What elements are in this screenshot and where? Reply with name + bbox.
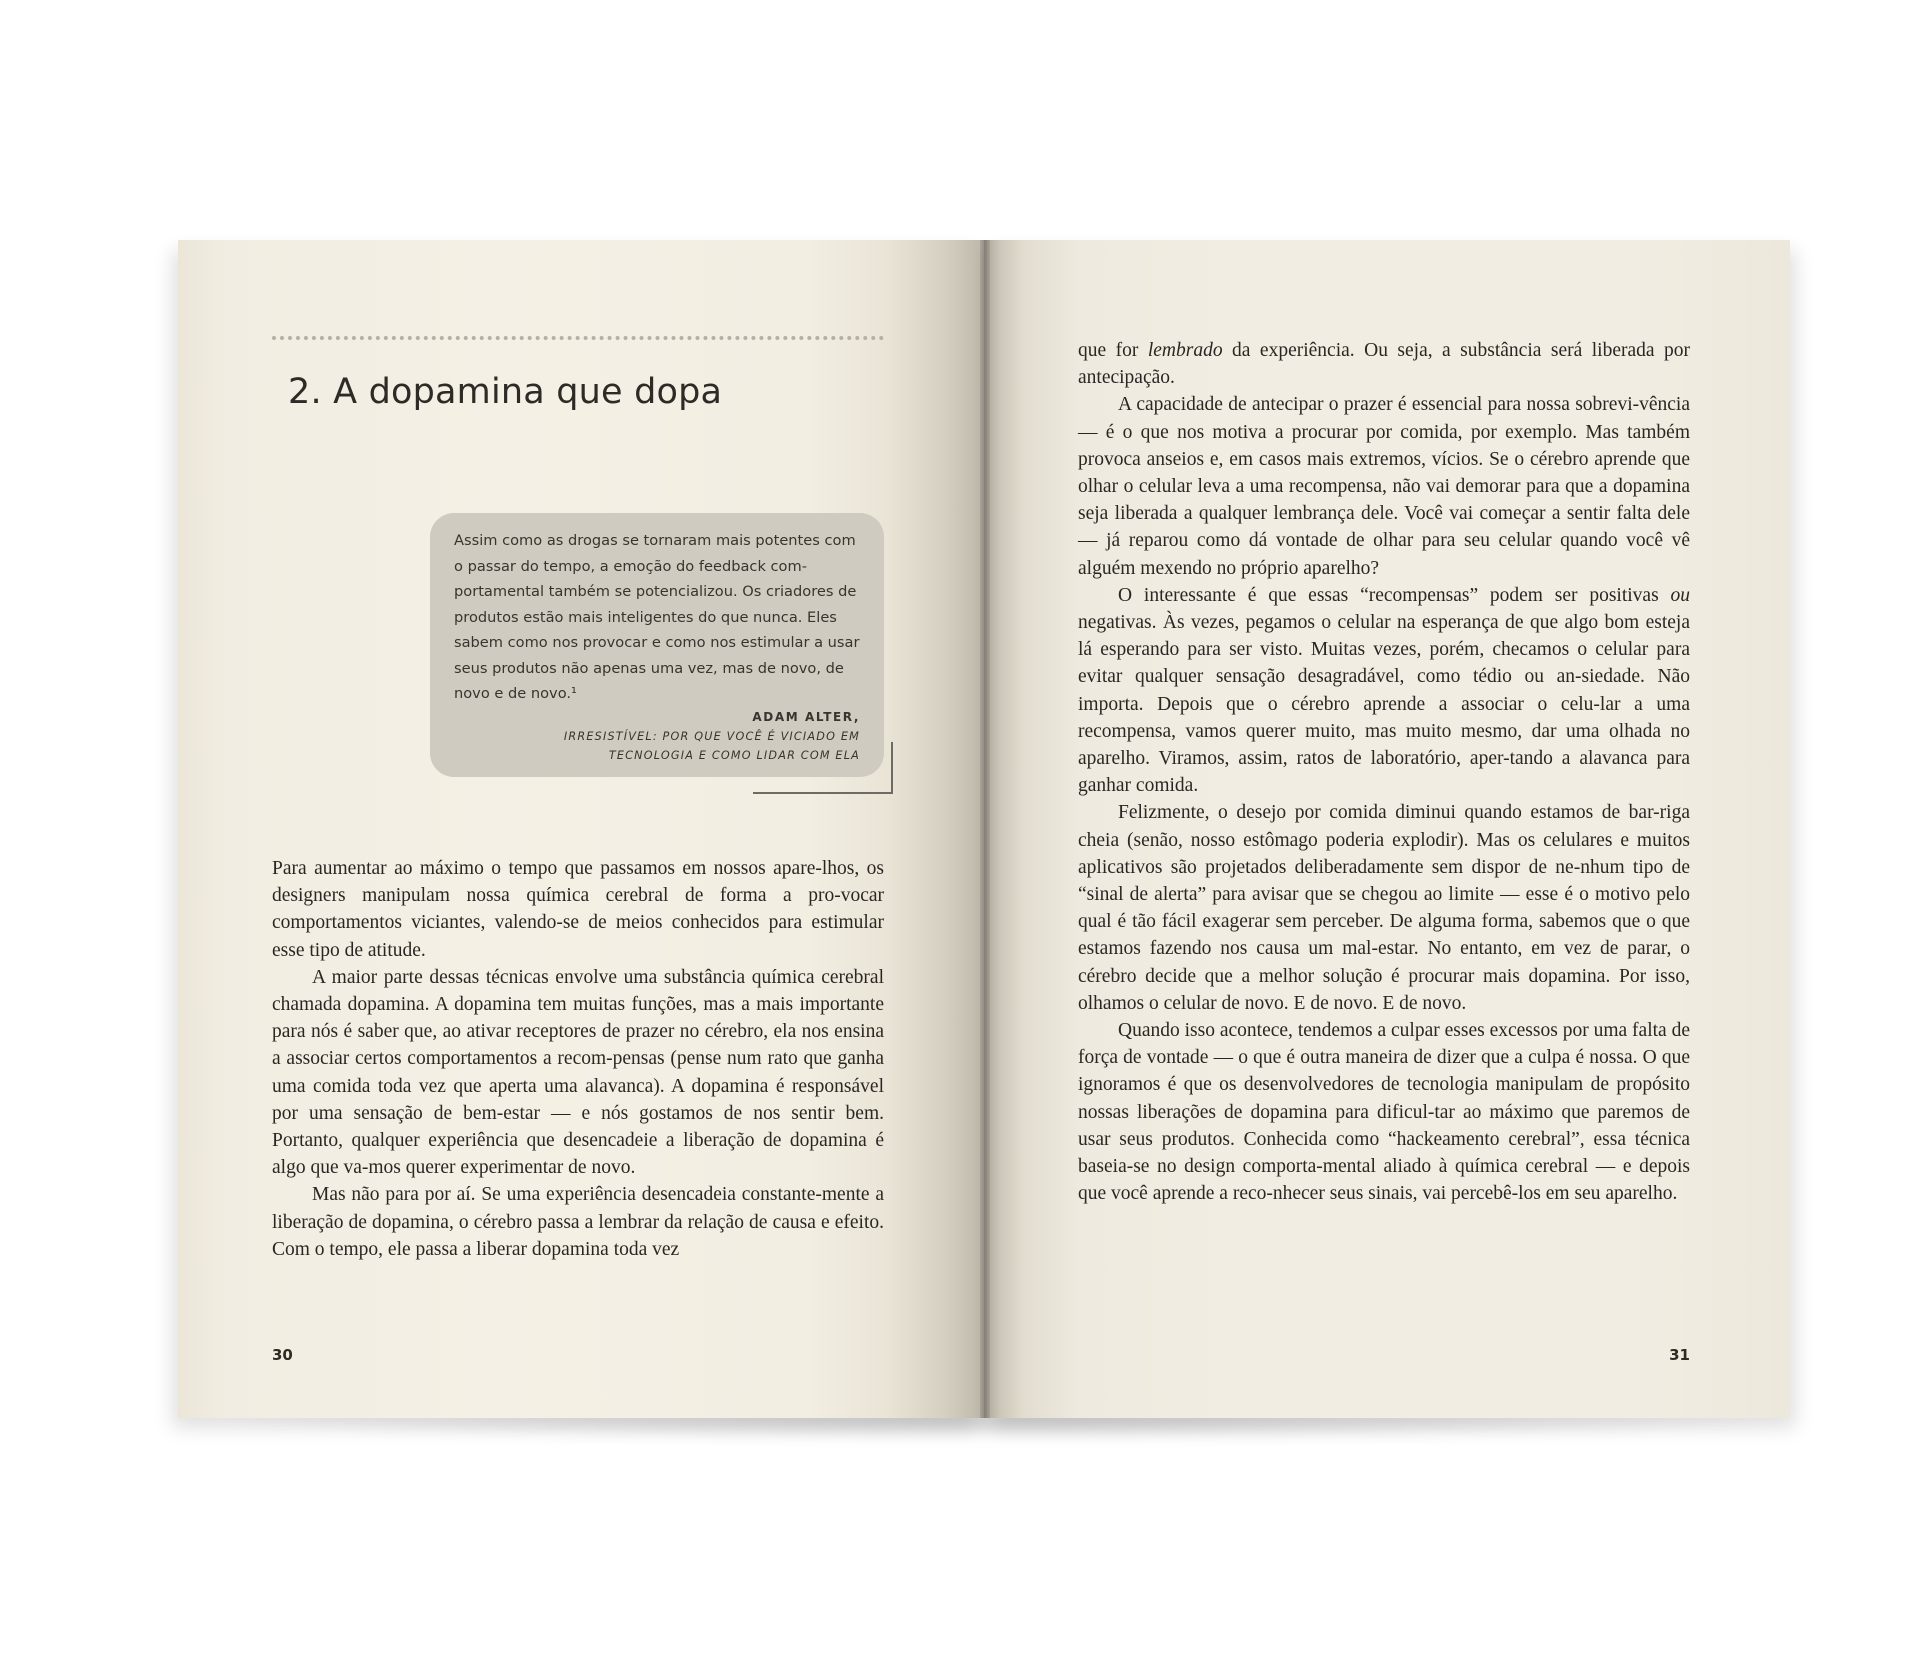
text-run: que for	[1078, 340, 1148, 361]
epigraph-source-line1: IRRESISTÍVEL: POR QUE VOCÊ É VICIADO EM	[563, 729, 860, 743]
text-run: negativas. Às vezes, pegamos o celular na esperança de que algo bom esteja lá esperando para ser visto. Muitas vezes, porém, checamos o celular para evitar qualquer sensação desagradável, como tédio ou an-siedade. Não importa. Depois que o cérebro aprende a associar o celu-lar a uma recompensa, vamos querer muito, mas muito mesmo, dar uma olhada no aparelho. Viramos, assim, ratos de laboratório, aper-tando a alavanca para ganhar comida.	[1078, 612, 1690, 797]
left-body-text	[272, 855, 884, 1263]
right-body-text	[1078, 337, 1690, 1208]
body-paragraph	[1078, 582, 1690, 800]
dotted-divider	[272, 336, 884, 340]
epigraph-quote: Assim como as drogas se tornaram mais potentes com o passar do tempo, a emoção do feedback com-portamental também se potencializou. Os criadores de produtos estão mais inteligentes do que nunca. Eles sabem como nos provocar e como nos estimular a usar seus produtos não apenas uma vez, mas de novo, de novo e de novo.¹	[454, 532, 860, 702]
body-paragraph: A capacidade de antecipar o prazer é essencial para nossa sobrevi-vência — é o que nos motiva a procurar por comida, por exemplo. Mas também provoca anseios e, em casos mais extremos, vícios. Se o cérebro aprende que olhar o celular leva a uma recompensa, não vai demorar para que a dopamina seja liberada a qualquer lembrança dele. Você vai começar a sentir falta dele — já reparou como dá vontade de olhar para seu celular quando você vê alguém mexendo no próprio aparelho?	[1078, 394, 1690, 579]
book-spine-gutter	[980, 240, 990, 1418]
left-page	[178, 240, 984, 1418]
body-paragraph: A maior parte dessas técnicas envolve uma substância química cerebral chamada dopamina. A dopamina tem muitas funções, mas a mais importante para nós é saber que, ao ativar receptores de prazer no cérebro, ela nos ensina a associar certos comportamentos a recom-pensas (pense num rato que ganha uma comida toda vez que aperta uma alavanca). A dopamina é responsável por uma sensação de bem-estar — e nós gostamos de nos sentir bem. Portanto, qualquer experiência que desencadeie a liberação de dopamina é algo que va-mos querer experimentar de novo.	[272, 966, 884, 1179]
italic-text: ou	[1670, 584, 1690, 606]
epigraph-source-line2: TECNOLOGIA E COMO LIDAR COM ELA	[608, 748, 860, 762]
chapter-title: 2. A dopamina que dopa	[288, 372, 723, 412]
epigraph-box	[430, 513, 884, 777]
page-number-left: 30	[272, 1346, 293, 1364]
right-page	[984, 240, 1790, 1418]
body-paragraph: Quando isso acontece, tendemos a culpar esses excessos por uma falta de força de vontade — o que é outra maneira de dizer que a culpa é nossa. O que ignoramos é que os desenvolvedores de tecnologia manipulam de propósito nossas liberações de dopamina para dificul-tar ao máximo que paremos de usar seus produtos. Conhecida como “hackeamento cerebral”, essa técnica baseia-se no design comporta-mental aliado à química cerebral — e depois que você aprende a reco-nhecer seus sinais, vai percebê-los em seu aparelho.	[1078, 1020, 1690, 1205]
body-paragraph	[1078, 337, 1690, 391]
body-paragraph: Mas não para por aí. Se uma experiência desencadeia constante-mente a liberação de dopamina, o cérebro passa a lembrar da relação de causa e efeito. Com o tempo, ele passa a liberar dopamina toda vez	[272, 1184, 884, 1260]
body-paragraph: Para aumentar ao máximo o tempo que passamos em nossos apare-lhos, os designers manipulam nossa química cerebral de forma a pro-vocar comportamentos viciantes, valendo-se de meios conhecidos para estimular esse tipo de atitude.	[272, 858, 884, 961]
italic-text: lembrado	[1147, 340, 1223, 361]
body-paragraph: Felizmente, o desejo por comida diminui quando estamos de bar-riga cheia (senão, nosso estômago poderia explodir). Mas os celulares e muitos aplicativos são projetados deliberadamente sem dispor de ne-nhum tipo de “sinal de alerta” para avisar que se chegou ao limite — esse é o motivo pelo qual é tão fácil exagerar sem perceber. De alguma forma, sabemos que o que estamos fazendo nos causa um mal-estar. No entanto, em vez de parar, o cérebro decide que a melhor solução é procurar mais dopamina. Por isso, olhamos o celular de novo. E de novo. E de novo.	[1078, 802, 1690, 1014]
page-number-right: 31	[1669, 1346, 1690, 1364]
text-run: O interessante é que essas “recompensas” podem ser positivas	[1118, 584, 1671, 606]
epigraph-author: ADAM ALTER,	[752, 709, 860, 724]
text-run: da experiência. Ou seja, a substância será liberada por antecipação.	[1078, 340, 1690, 389]
